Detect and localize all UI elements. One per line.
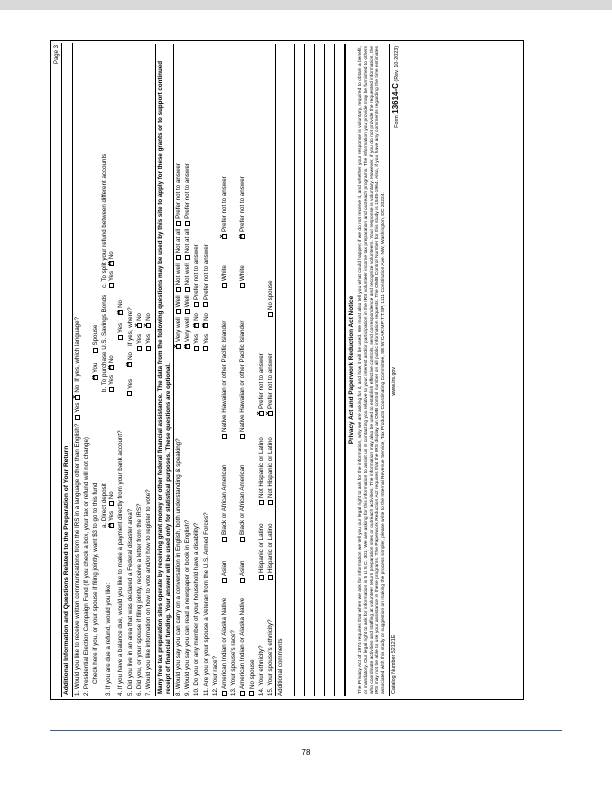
q8-option-label: Well <box>175 295 183 308</box>
q13-option-american-indian[interactable] <box>239 586 246 696</box>
q6-no-option[interactable] <box>136 313 143 328</box>
q5-yes-option[interactable] <box>127 379 134 396</box>
checked-checkbox-icon[interactable] <box>222 234 227 239</box>
q13-option-asian[interactable] <box>239 545 246 583</box>
question-12-options <box>220 44 229 696</box>
q13-option-label: Native Hawaiian or other Pacific Islander <box>239 320 247 432</box>
q11-yes-option[interactable] <box>203 334 210 351</box>
checkbox-icon[interactable] <box>259 575 264 580</box>
checkbox-icon[interactable] <box>249 691 254 696</box>
q3-a-yes-label: Yes <box>108 510 115 521</box>
q3-savings-bonds <box>101 288 117 392</box>
checkbox-icon[interactable] <box>185 221 190 226</box>
q2-you-option[interactable] <box>92 363 99 380</box>
q12-option-label: White <box>221 265 228 281</box>
q14-option-label: Prefer not to answer <box>257 353 265 409</box>
scanned-form-page <box>50 40 524 700</box>
privacy-text: The Privacy Act of 1974 requires that when we ask for information we tell you our legal right to ask for the information, why we are asking for it, and how it will be used. We must also tell you what could happen if we do not receive it, and whether your response is voluntary, required to obtain a benefit, or mandatory. Our legal right to ask for information is 5 U.S.C. 301. We are asking for this information to assist us in contacting you relative to your interest and/or participation in the IRS volunteer income tax preparation and outreach programs. The information you provide may be furnished to others who coordinate activities and staffing at volunteer return preparation sites or outreach activities. The information may also be used to establish effective controls, send correspondence and recognize volunteers. Your response is voluntary. However, if you do not provide the requested information, the IRS may not be able to use your assistance in these programs. The Paperwork Reduction Act requires that the IRS display an OMB control number on all public information requests. The OMB Control Number for this study is 1545-1964. Also, if you have any comments regarding the time estimates associated with this study or suggestion on making the process simpler, please write to the Internal Revenue Service, Tax Products Coordinating Committee, SE:W:CAR:MP:T:T:SP, 1111 Constitution Ave. NW, Washington, DC 20224. <box>358 46 387 694</box>
q15-option-not-hispanic[interactable] <box>267 419 274 505</box>
q10-prefer-option[interactable] <box>193 244 200 307</box>
q13-option-label: Black or African American <box>239 464 247 535</box>
q2-spouse-label: Spouse <box>92 324 100 346</box>
q10-no-label: No <box>193 312 201 321</box>
q12-option-american-indian[interactable] <box>221 586 228 696</box>
checkbox-icon[interactable] <box>240 691 245 696</box>
checked-checkbox-icon[interactable] <box>268 411 273 416</box>
checked-checkbox-icon[interactable] <box>194 323 199 328</box>
question-13-no-spouse <box>248 44 257 696</box>
comments-label-row <box>275 44 285 696</box>
question-7 <box>144 44 153 696</box>
question-15-text: 15. Your spouse's ethnicity? <box>266 619 274 696</box>
q9-option-label: Prefer not to answer <box>184 163 192 219</box>
q8-option-very-well[interactable] <box>175 317 182 349</box>
q3-b-yes-label: Yes <box>108 374 115 385</box>
checked-checkbox-icon[interactable] <box>118 310 123 315</box>
question-3 <box>101 44 117 696</box>
question-6 <box>135 44 144 696</box>
checkbox-icon[interactable] <box>259 500 264 505</box>
q13-option-black[interactable] <box>239 442 246 542</box>
q4-no-option[interactable] <box>117 300 124 315</box>
checked-checkbox-icon[interactable] <box>93 375 98 380</box>
q3-c-no-option[interactable] <box>108 251 115 266</box>
question-1-text: 1. Would you like to receive written communications from the IRS in a language other than English? <box>73 423 81 696</box>
checkbox-icon[interactable] <box>176 221 181 226</box>
question-15 <box>266 44 275 696</box>
checked-checkbox-icon[interactable] <box>109 523 114 528</box>
page-separator <box>50 730 562 731</box>
comment-line[interactable] <box>325 44 335 696</box>
question-8 <box>174 44 183 696</box>
q8-option-label: Not well <box>175 263 183 286</box>
question-3-text: 3. If you are due a refund, would you like: <box>104 582 112 696</box>
q15-option-hispanic[interactable] <box>267 508 274 580</box>
q3-split-refund <box>101 154 117 288</box>
q12-option-white[interactable] <box>221 242 228 288</box>
q13-option-prefer-not[interactable] <box>239 176 246 239</box>
checked-checkbox-icon[interactable] <box>203 323 208 328</box>
q14-option-label: Not Hispanic or Latino <box>257 437 265 498</box>
comment-line[interactable] <box>305 44 315 696</box>
question-10 <box>193 44 202 696</box>
question-14-text: 14. Your ethnicity? <box>257 645 265 696</box>
q3-c-yes-option[interactable] <box>108 271 115 288</box>
q5-yes-label: Yes <box>126 378 134 389</box>
q6-yes-label: Yes <box>135 333 143 344</box>
comment-line[interactable] <box>335 44 345 696</box>
question-2-line <box>91 44 100 696</box>
q3-b-yes-option[interactable] <box>108 375 115 392</box>
form-prefix: Form <box>394 115 401 128</box>
q8-option-label: Prefer not to answer <box>175 163 183 219</box>
q11-prefer-label: Prefer not to answer <box>202 244 210 300</box>
q14-option-not-hispanic[interactable] <box>258 419 265 505</box>
q3-b-no-option[interactable] <box>108 355 115 370</box>
checked-checkbox-icon[interactable] <box>146 323 151 328</box>
question-9 <box>183 44 192 696</box>
question-5-text: 5. Did you live in an area that was declared a Federal disaster area? <box>126 508 134 696</box>
page-number: 78 <box>301 748 311 757</box>
question-14 <box>257 44 266 696</box>
q4-no-label: No <box>117 299 125 308</box>
checked-checkbox-icon[interactable] <box>185 344 190 349</box>
checked-checkbox-icon[interactable] <box>75 395 80 400</box>
question-11 <box>202 44 211 696</box>
q8-option-not-well[interactable] <box>175 263 182 292</box>
q9-option-not-well[interactable] <box>184 263 191 292</box>
comments-lines <box>285 44 345 696</box>
q9-option-prefer-not[interactable] <box>184 163 191 226</box>
q1-yes-option[interactable] <box>74 403 81 420</box>
privacy-title: Privacy Act and Paperwork Reduction Act Notice <box>345 44 356 696</box>
q8-option-label: Very well <box>175 317 183 342</box>
top-bar <box>0 0 612 10</box>
q3-b-label: b. To purchase U.S. Savings Bonds <box>100 294 108 392</box>
q13-option-white[interactable] <box>239 242 246 288</box>
form-id <box>391 46 401 128</box>
q3-b-no-label: No <box>108 355 115 364</box>
q3-c-label: c. To split your refund between different accounts <box>100 153 108 288</box>
q8-option-prefer-not[interactable] <box>175 163 182 226</box>
q12-option-label: Native Hawaiian or other Pacific Islander <box>221 320 228 432</box>
checkbox-icon[interactable] <box>194 346 199 351</box>
q15-option-label: Prefer not to answer <box>266 353 274 409</box>
q10-prefer-label: Prefer not to answer <box>193 244 201 300</box>
catalog-number: Catalog Number 52121E <box>391 634 398 694</box>
question-12-text: 12. Your race? <box>211 656 219 696</box>
q12-option-asian[interactable] <box>221 545 228 583</box>
q7-yes-label: Yes <box>145 333 152 344</box>
q15-no-spouse-option[interactable] <box>267 280 274 317</box>
q3-a-yes-option[interactable] <box>108 511 115 528</box>
q13-option-label: White <box>239 265 247 281</box>
form-number: 13614-C <box>391 83 401 114</box>
checkbox-icon[interactable] <box>222 537 227 542</box>
q2-spouse-option[interactable] <box>92 325 99 353</box>
question-2 <box>82 44 91 696</box>
checked-checkbox-icon[interactable] <box>176 344 181 349</box>
section-header: Additional Information and Questions Related to the Preparation of Your Return <box>61 43 73 697</box>
q9-option-very-well[interactable] <box>184 317 191 349</box>
q7-yes-option[interactable] <box>145 334 152 351</box>
checkbox-icon[interactable] <box>109 501 114 506</box>
q9-option-label: Very well <box>184 317 192 342</box>
comments-label: Additional comments <box>277 638 285 696</box>
q12-option-black[interactable] <box>221 442 228 542</box>
page-label: Page 3 <box>54 45 60 65</box>
q3-a-no-label: No <box>108 491 115 500</box>
checkbox-icon[interactable] <box>194 302 199 307</box>
checked-checkbox-icon[interactable] <box>109 261 114 266</box>
checkbox-icon[interactable] <box>176 287 181 292</box>
question-13-text: 13. Your spouse's race? <box>230 630 238 696</box>
checked-checkbox-icon[interactable] <box>137 323 142 328</box>
q3-c-no-label: No <box>108 251 115 260</box>
checkbox-icon[interactable] <box>185 309 190 314</box>
checkbox-icon[interactable] <box>203 302 208 307</box>
question-12 <box>211 44 220 696</box>
q12-option-prefer-not[interactable] <box>221 176 228 239</box>
question-4-text: 4. If you have a balance due, would you like to make a payment directly from your bank account? <box>117 430 125 696</box>
checkbox-icon[interactable] <box>118 335 123 340</box>
question-5 <box>126 44 135 696</box>
q3-a-no-option[interactable] <box>108 491 115 506</box>
q8-option-label: Not at all <box>175 228 183 254</box>
checkbox-icon[interactable] <box>127 391 132 396</box>
q13-no-spouse-option[interactable] <box>249 659 256 696</box>
question-4 <box>117 44 126 696</box>
checked-checkbox-icon[interactable] <box>259 411 264 416</box>
q13-option-pacific-islander[interactable] <box>239 291 246 439</box>
q3-c-yes-label: Yes <box>108 270 115 281</box>
q9-option-not-at-all[interactable] <box>184 229 191 260</box>
question-13-options <box>239 44 248 696</box>
checkbox-icon[interactable] <box>222 283 227 288</box>
checkbox-icon[interactable] <box>185 287 190 292</box>
checked-checkbox-icon[interactable] <box>109 365 114 370</box>
checkbox-icon[interactable] <box>222 691 227 696</box>
q3-a-label: a. Direct deposit <box>100 483 108 528</box>
question-11-text: 11. Are you or your spouse a Veteran from the U.S. Armed Forces? <box>202 512 210 696</box>
q6-yes-option[interactable] <box>136 334 143 351</box>
q2-you-label: You <box>92 362 100 373</box>
form-footer <box>389 44 402 696</box>
q12-option-label: Prefer not to answer <box>221 176 228 232</box>
q10-yes-label: Yes <box>193 333 201 344</box>
q13-no-spouse-label: No spouse <box>248 659 256 689</box>
checkbox-icon[interactable] <box>137 346 142 351</box>
checkbox-icon[interactable] <box>222 578 227 583</box>
q1-no-option[interactable] <box>74 385 81 400</box>
question-2-text: 2. Presidential Election Campaign Fund (If you check a box, your tax or refund will not change) <box>83 437 91 696</box>
q12-option-label: Asian <box>221 560 228 576</box>
q15-option-prefer-not[interactable] <box>267 320 274 416</box>
checkbox-icon[interactable] <box>240 578 245 583</box>
question-7-text: 7. Would you like information on how to vote and/or how to register to vote? <box>145 489 152 696</box>
q9-option-well[interactable] <box>184 295 191 314</box>
q6-no-label: No <box>135 312 143 321</box>
q7-no-label: No <box>145 312 152 321</box>
q13-option-label: American Indian or Alaska Native <box>239 597 247 689</box>
q14-option-label: Hispanic or Latino <box>257 523 265 573</box>
form-revision: (Rev. 10-2023) <box>394 46 401 82</box>
comment-line[interactable] <box>315 44 325 696</box>
website: www.irs.gov <box>391 366 398 396</box>
question-10-text: 10. Do you or any member of your household have a disability? <box>193 522 201 696</box>
q11-yes-label: Yes <box>202 333 210 344</box>
checked-checkbox-icon[interactable] <box>127 362 132 367</box>
checkbox-icon[interactable] <box>109 387 114 392</box>
checkbox-icon[interactable] <box>185 255 190 260</box>
q3-direct-deposit <box>101 392 117 528</box>
checkbox-icon[interactable] <box>222 434 227 439</box>
comment-line[interactable] <box>285 44 295 696</box>
q7-no-option[interactable] <box>145 313 152 328</box>
q15-no-spouse-label: No spouse <box>266 280 274 310</box>
checkbox-icon[interactable] <box>109 283 114 288</box>
questions <box>73 44 402 696</box>
q9-option-label: Not well <box>184 263 192 286</box>
q10-no-option[interactable] <box>193 313 200 328</box>
checkbox-icon[interactable] <box>268 575 273 580</box>
q5-where: If yes, where? <box>126 307 134 346</box>
checked-checkbox-icon[interactable] <box>240 234 245 239</box>
q9-option-label: Not at all <box>184 228 192 254</box>
question-9-text: 9. Would you say you can read a newspaper or book in English? <box>184 519 192 696</box>
q11-no-option[interactable] <box>203 313 210 328</box>
q15-option-label: Hispanic or Latino <box>266 523 274 573</box>
question-13 <box>229 44 238 696</box>
q4-yes-option[interactable] <box>117 323 124 340</box>
checkbox-icon[interactable] <box>240 283 245 288</box>
question-2-check-text: Check here if you, or your spouse if filing jointly, want $3 to go to this fund <box>92 482 100 684</box>
checkbox-icon[interactable] <box>176 255 181 260</box>
q11-prefer-option[interactable] <box>203 244 210 307</box>
checkbox-icon[interactable] <box>146 346 151 351</box>
q4-yes-label: Yes <box>117 322 125 333</box>
checkbox-icon[interactable] <box>268 500 273 505</box>
checkbox-icon[interactable] <box>75 415 80 420</box>
checkbox-icon[interactable] <box>93 348 98 353</box>
question-1 <box>73 44 82 696</box>
q13-option-label: Prefer not to answer <box>239 176 247 232</box>
q9-option-label: Well <box>184 295 192 308</box>
q12-option-label: Black or African American <box>221 464 228 535</box>
q13-option-label: Asian <box>239 560 247 576</box>
checkbox-icon[interactable] <box>268 312 273 317</box>
checkbox-icon[interactable] <box>176 309 181 314</box>
question-8-text: 8. Would you say you can carry on a conversation in English, both understanding & speaking? <box>175 438 183 696</box>
statistical-notice: Many free tax preparation sites operate by receiving grant money or other federal financial assistance. The data from the following questions may be used by this site to apply for these grants or to support continued receipt of financial funding. Your answer will be used only for statistical purposes. These questions are optional. <box>155 44 174 696</box>
comment-line[interactable] <box>295 44 305 696</box>
q14-option-hispanic[interactable] <box>258 508 265 580</box>
q10-yes-option[interactable] <box>193 334 200 351</box>
checkbox-icon[interactable] <box>240 537 245 542</box>
q1-which-language: If yes, which language? <box>73 317 81 382</box>
q1-no-label: No <box>73 384 81 393</box>
rotated-form <box>50 40 524 700</box>
q11-no-label: No <box>202 312 210 321</box>
q1-yes-label: Yes <box>73 402 81 413</box>
checkbox-icon[interactable] <box>203 346 208 351</box>
q12-option-pacific-islander[interactable] <box>221 291 228 439</box>
q14-option-prefer-not[interactable] <box>258 353 265 416</box>
q8-option-not-at-all[interactable] <box>175 229 182 260</box>
question-6-text: 6. Did you, or your spouse if filing jointly, receive a letter from the IRS? <box>135 503 143 696</box>
q12-option-label: American Indian or Alaska Native <box>221 597 228 689</box>
q8-option-well[interactable] <box>175 295 182 314</box>
checkbox-icon[interactable] <box>240 434 245 439</box>
q5-no-option[interactable] <box>127 352 134 367</box>
q5-no-label: No <box>126 351 134 360</box>
q15-option-label: Not Hispanic or Latino <box>266 437 274 498</box>
